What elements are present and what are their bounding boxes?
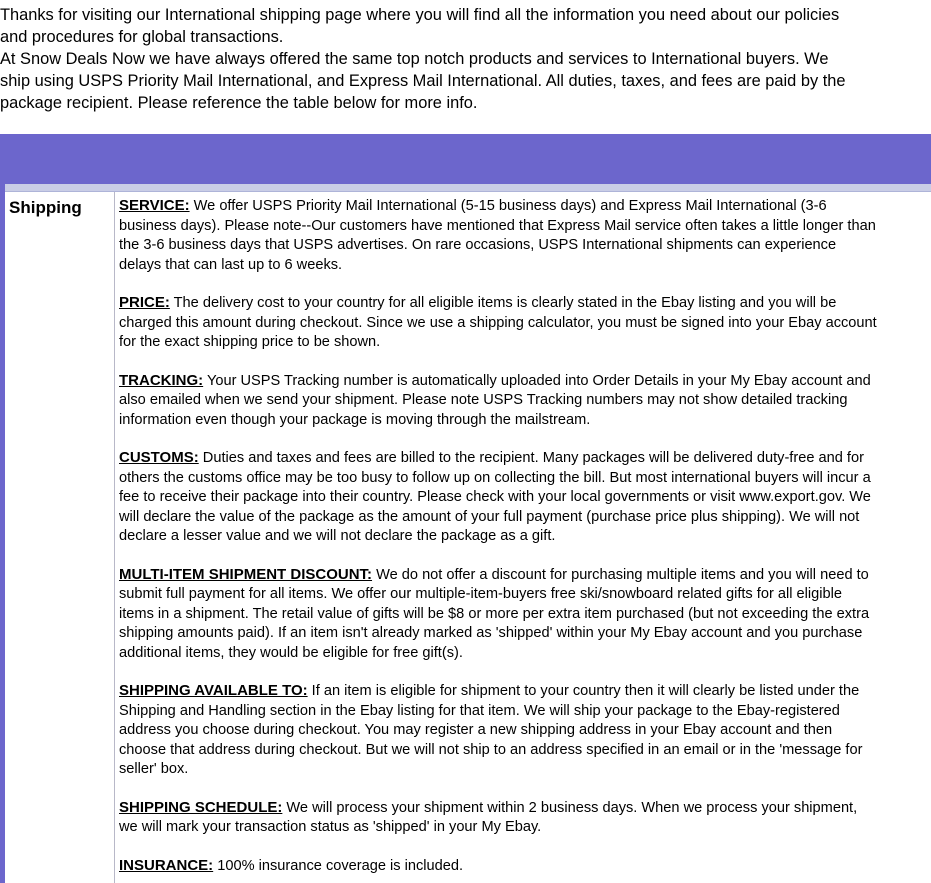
section-text: If an item is eligible for shipment to your country then it will clearly be listed under the bbox=[307, 683, 860, 699]
intro-line: At Snow Deals Now we have always offered the same top notch products and services to International buyers. We bbox=[0, 50, 829, 68]
section-text: We will process your shipment within 2 business days. When we process your shipment, bbox=[282, 799, 858, 816]
section-text: Your USPS Tracking number is automatically uploaded into Order Details in your My Ebay account and bbox=[203, 372, 871, 389]
section-text: information even though your package is moving through the mailstream. bbox=[119, 411, 591, 428]
section-heading: MULTI-ITEM SHIPMENT DISCOUNT: bbox=[119, 565, 373, 583]
section-text: for the exact shipping price to be shown. bbox=[119, 334, 381, 350]
section-text: Duties and taxes and fees are billed to the recipient. Many packages will be delivered duty-free and for bbox=[198, 450, 864, 466]
section-customs bbox=[119, 448, 927, 547]
intro-line: ship using USPS Priority Mail International, and Express Mail International. All duties, taxes, and fees are paid by the bbox=[0, 72, 846, 90]
section-heading: CUSTOMS: bbox=[119, 449, 199, 466]
row-content-cell bbox=[119, 196, 927, 883]
section-heading: PRICE: bbox=[119, 294, 170, 311]
section-text: delays that can last up to 6 weeks. bbox=[119, 256, 343, 273]
section-text: business days). Please note--Our customers have mentioned that Express Mail service often takes a little longer than bbox=[119, 217, 876, 234]
section-multi-item-discount bbox=[119, 565, 927, 664]
section-text: choose that address during checkout. But we will not ship to an address specified in an email or in the 'message for bbox=[119, 741, 863, 758]
section-text: We offer USPS Priority Mail International (5-15 business days) and Express Mail International (3-6 bbox=[189, 198, 827, 214]
section-text: others the customs office may be too busy to follow up on collecting the bill. But most international buyers will incur a bbox=[119, 469, 871, 486]
section-heading: SHIPPING SCHEDULE: bbox=[119, 798, 283, 816]
section-text: the 3-6 business days that USPS advertises. On rare occasions, USPS International shipments can experience bbox=[119, 237, 837, 253]
section-text: address you choose during checkout. You may register a new shipping address in your Ebay account and then bbox=[119, 722, 833, 738]
intro-line: and procedures for global transactions. bbox=[0, 28, 284, 46]
section-text: 100% insurance coverage is included. bbox=[213, 857, 464, 874]
section-text: The delivery cost to your country for all eligible items is clearly stated in the Ebay listing and you will be bbox=[169, 295, 837, 311]
section-text: shipping amounts paid). If an item isn't already marked as 'shipped' within your My Ebay account and you purchase bbox=[119, 625, 863, 641]
section-insurance bbox=[119, 856, 927, 877]
intro-text bbox=[0, 4, 931, 114]
section-text: items in a shipment. The retail value of gifts will be $8 or more per extra item purchased (but not exceeding the extra bbox=[119, 605, 870, 622]
row-label: Shipping bbox=[9, 198, 82, 217]
section-shipping-schedule bbox=[119, 798, 927, 838]
section-text: we will mark your transaction status as 'shipped' in your My Ebay. bbox=[119, 819, 542, 835]
section-heading: TRACKING: bbox=[119, 371, 204, 389]
section-heading: SERVICE: bbox=[119, 197, 190, 214]
row-label-cell bbox=[5, 192, 115, 883]
shipping-info-table bbox=[5, 191, 931, 883]
section-text: seller' box. bbox=[119, 761, 189, 777]
section-text: Shipping and Handling section in the Ebay listing for that item. We will ship your package to the Ebay-registered bbox=[119, 702, 840, 719]
section-text: We do not offer a discount for purchasing multiple items and you will need to bbox=[372, 566, 869, 583]
section-text: will declare the value of the package as the amount of your full payment (purchase price plus shipping). We will not bbox=[119, 508, 860, 525]
section-shipping-available bbox=[119, 681, 927, 780]
section-text: declare a lesser value and we will not declare the package as a gift. bbox=[119, 528, 556, 544]
intro-line: package recipient. Please reference the table below for more info. bbox=[0, 94, 478, 112]
section-text: additional items, they would be eligible for free gift(s). bbox=[119, 644, 463, 661]
section-text: also emailed when we send your shipment. Please note USPS Tracking numbers may not show detailed tracking bbox=[119, 392, 848, 408]
section-tracking bbox=[119, 371, 927, 431]
intro-line: Thanks for visiting our International shipping page where you will find all the information you need about our policies bbox=[0, 6, 840, 24]
section-text: fee to receive their package into their country. Please check with your local governments or visit www.export.gov. We bbox=[119, 489, 871, 505]
section-price bbox=[119, 293, 927, 353]
section-service bbox=[119, 196, 927, 275]
section-heading: INSURANCE: bbox=[119, 856, 214, 874]
section-text: charged this amount during checkout. Since we use a shipping calculator, you must be signed into your Ebay account bbox=[119, 314, 877, 331]
section-text: submit full payment for all items. We offer our multiple-item-buyers free ski/snowboard related gifts for all eligible bbox=[119, 586, 842, 602]
section-heading: SHIPPING AVAILABLE TO: bbox=[119, 682, 308, 699]
